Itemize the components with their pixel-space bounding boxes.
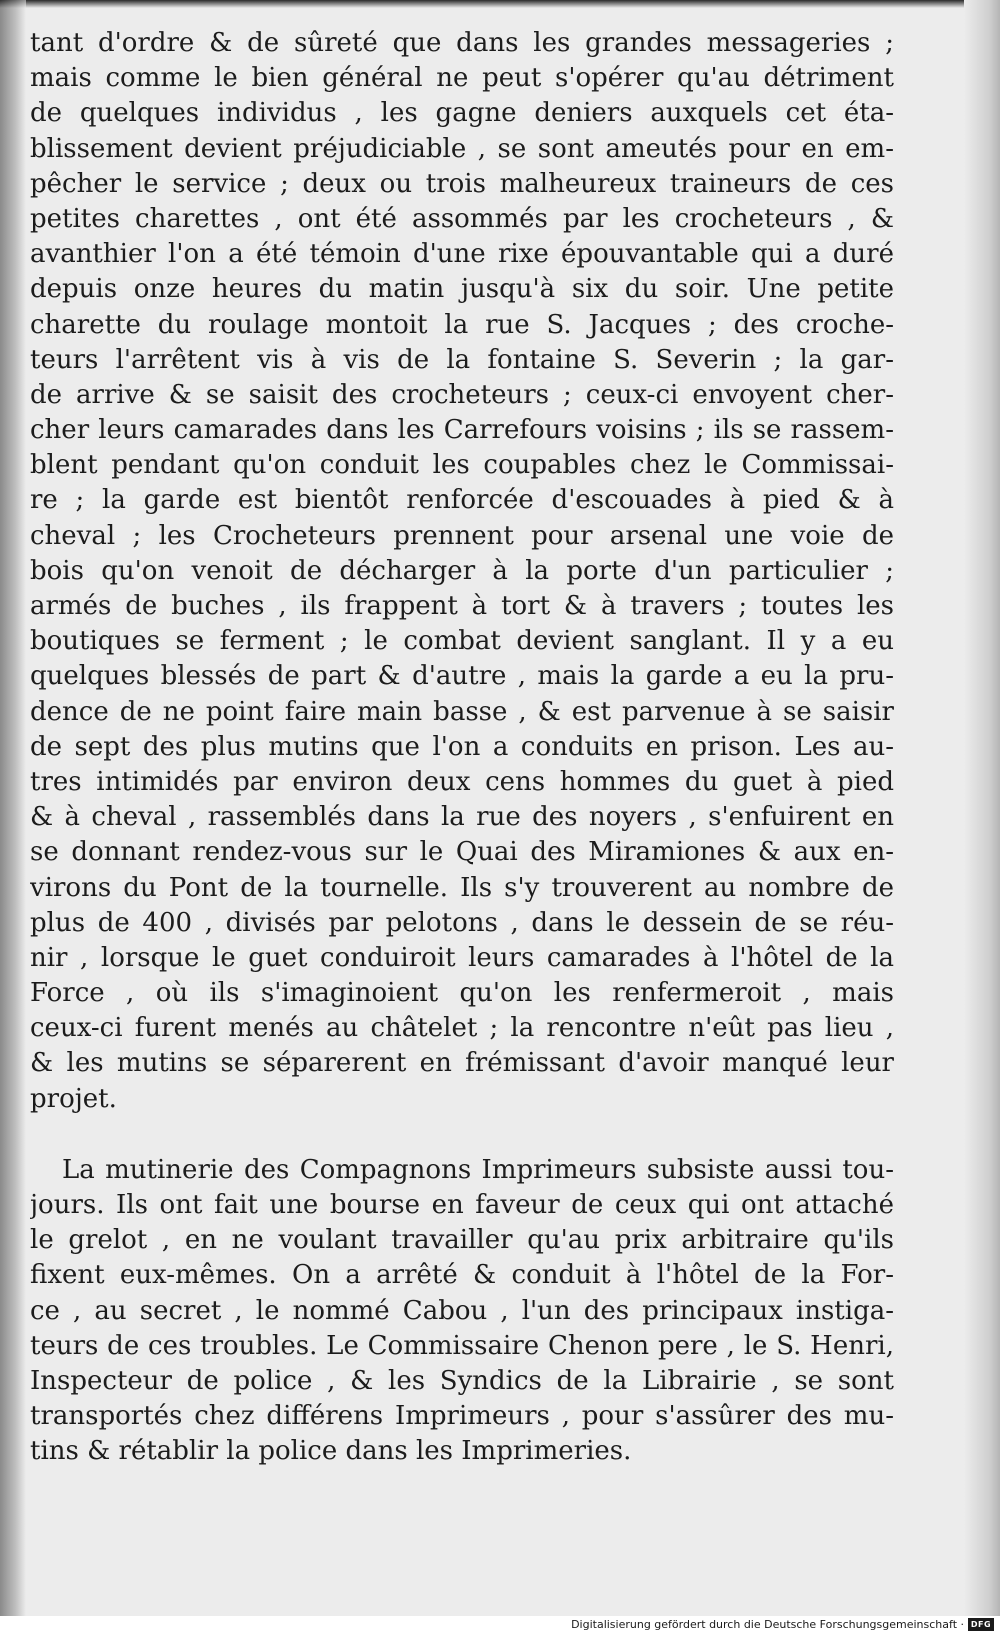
text-line: depuis onze heures du matin jusqu'à six du soir. Une petite [30, 274, 894, 305]
text-line: pêcher le service ; deux ou trois malheureux traineurs de ces [30, 168, 894, 199]
text-line: La mutinerie des Compagnons Imprimeurs subsiste aussi tou- [62, 1154, 894, 1185]
text-line: teurs de ces troubles. Le Commissaire Chenon pere , le S. Henri, [30, 1330, 894, 1361]
text-line: virons du Pont de la tournelle. Ils s'y trouverent au nombre de [30, 872, 894, 903]
page-edge-top [0, 0, 1000, 8]
text-line: cher leurs camarades dans les Carrefours voisins ; ils se rassem- [30, 415, 894, 446]
text-line: & les mutins se séparerent en frémissant d'avoir manqué leur [30, 1048, 894, 1079]
dfg-logo-icon: DFG [968, 1618, 994, 1631]
text-line: tant d'ordre & de sûreté que dans les grandes messageries ; [30, 28, 894, 58]
text-line: nir , lorsque le guet conduiroit leurs camarades à l'hôtel de la [30, 942, 894, 973]
text-line: blissement devient préjudiciable , se sont ameutés pour en em- [30, 133, 894, 164]
text-line: boutiques se ferment ; le combat devient sanglant. Il y a eu [30, 626, 894, 657]
text-line: de quelques individus , les gagne deniers auxquels cet éta- [30, 98, 894, 129]
text-line: le grelot , en ne voulant travailler qu'au prix arbitraire qu'ils [30, 1225, 894, 1256]
text-line: cheval ; les Crocheteurs prennent pour arsenal une voie de [30, 520, 894, 551]
text-line: de sept des plus mutins que l'on a conduits en prison. Les au- [30, 731, 894, 762]
text-line: transportés chez différens Imprimeurs , pour s'assûrer des mu- [30, 1401, 894, 1432]
page-gutter-shadow [0, 0, 26, 1634]
text-line: tres intimidés par environ deux cens hommes du guet à pied [30, 766, 894, 797]
text-line: se donnant rendez-vous sur le Quai des Miramiones & aux en- [30, 837, 894, 868]
text-line: blent pendant qu'on conduit les coupables chez le Commissai- [30, 450, 894, 481]
text-line: Force , où ils s'imaginoient qu'on les renfermeroit , mais [30, 978, 894, 1009]
text-line: bois qu'on venoit de décharger à la porte d'un particulier ; [30, 555, 894, 586]
text-line: fixent eux-mêmes. On a arrêté & conduit à l'hôtel de la For- [30, 1260, 894, 1291]
paragraph-2 [30, 1153, 894, 1470]
funding-credit: Digitalisierung gefördert durch die Deutsche Forschungsgemeinschaft · [571, 1618, 964, 1631]
text-line: plus de 400 , divisés par pelotons , dans le dessein de se réu- [30, 907, 894, 938]
text-line: tins & rétablir la police dans les Imprimeries. [30, 1436, 632, 1467]
page-edge-right [964, 0, 1000, 1634]
text-line: mais comme le bien général ne peut s'opérer qu'au détriment [30, 63, 894, 94]
text-line: ceux-ci furent menés au châtelet ; la rencontre n'eût pas lieu , [30, 1013, 894, 1044]
text-line: Inspecteur de police , & les Syndics de la Librairie , se sont [30, 1365, 894, 1396]
text-line: & à cheval , rassemblés dans la rue des noyers , s'enfuirent en [30, 802, 894, 833]
text-line: teurs l'arrêtent vis à vis de la fontaine S. Severin ; la gar- [30, 344, 894, 375]
text-line: quelques blessés de part & d'autre , mais la garde a eu la pru- [30, 661, 894, 692]
text-line: projet. [30, 1083, 117, 1114]
digitization-footer [0, 1616, 1000, 1634]
paragraph-1 [30, 26, 894, 1117]
text-line: charette du roulage montoit la rue S. Jacques ; des croche- [30, 309, 894, 340]
body-text [30, 26, 894, 1470]
text-line: avanthier l'on a été témoin d'une rixe épouvantable qui a duré [30, 239, 894, 270]
text-line: armés de buches , ils frappent à tort & à travers ; toutes les [30, 591, 894, 621]
paragraph-gap [30, 1117, 894, 1153]
text-line: petites charettes , ont été assommés par les crocheteurs , & [30, 203, 894, 234]
text-line: dence de ne point faire main basse , & est parvenue à se saisir [30, 696, 894, 727]
text-line: ce , au secret , le nommé Cabou , l'un des principaux instiga- [30, 1295, 894, 1326]
text-line: re ; la garde est bientôt renforcée d'escouades à pied & à [30, 485, 894, 516]
text-line: jours. Ils ont fait une bourse en faveur de ceux qui ont attaché [30, 1190, 894, 1220]
text-line: de arrive & se saisit des crocheteurs ; ceux-ci envoyent cher- [30, 379, 894, 410]
